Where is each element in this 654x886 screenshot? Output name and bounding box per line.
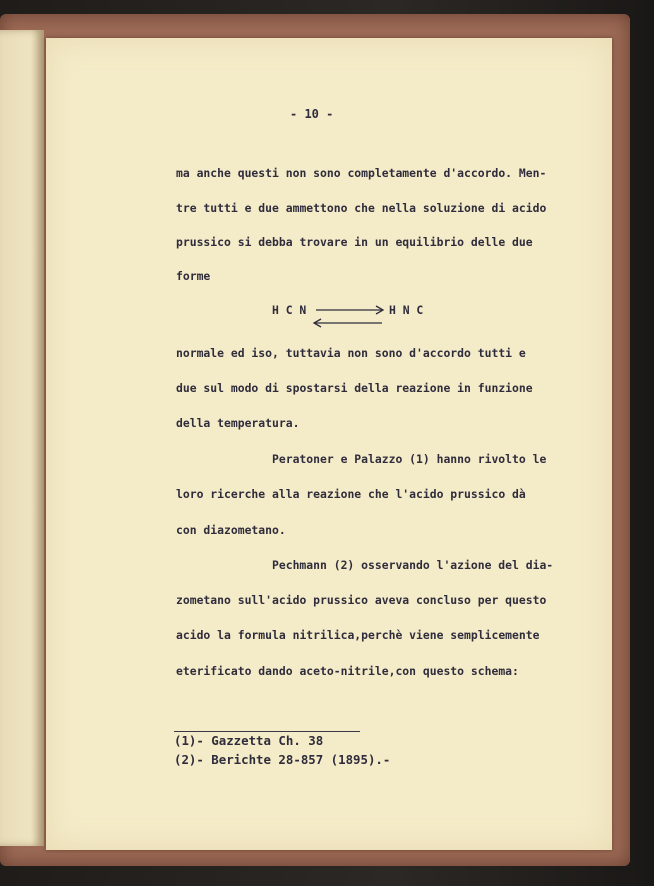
formula-left: H C N	[272, 303, 307, 317]
document-page	[46, 38, 612, 850]
text-line: due sul modo di spostarsi della reazione in funzione	[176, 381, 533, 395]
footnote: (2)- Berichte 28-857 (1895).-	[174, 752, 391, 767]
text-line: normale ed iso, tuttavia non sono d'accordo tutti e	[176, 346, 526, 360]
equilibrium-arrows-icon	[310, 300, 390, 330]
formula-right: H N C	[389, 303, 424, 317]
text-line: della temperatura.	[176, 416, 300, 430]
text-line: con diazometano.	[176, 523, 286, 537]
text-line: zometano sull'acido prussico aveva concluso per questo	[176, 593, 547, 607]
text-line: Pechmann (2) osservando l'azione del dia-	[272, 558, 554, 572]
text-line: loro ricerche alla reazione che l'acido prussico dà	[176, 487, 526, 501]
text-line: prussico si debba trovare in un equilibrio delle due	[176, 235, 533, 249]
footnote-divider	[174, 731, 360, 732]
text-line: Peratoner e Palazzo (1) hanno rivolto le	[272, 452, 547, 466]
text-line: forme	[176, 269, 211, 283]
text-line: acido la formula nitrilica,perchè viene semplicemente	[176, 628, 540, 642]
text-line: ma anche questi non sono completamente d'accordo. Men-	[176, 166, 547, 180]
left-page-edge	[0, 30, 44, 846]
page-number: - 10 -	[290, 107, 334, 121]
footnote: (1)- Gazzetta Ch. 38	[174, 733, 324, 748]
text-line: eterificato dando aceto-nitrile,con questo schema:	[176, 664, 519, 678]
text-line: tre tutti e due ammettono che nella soluzione di acido	[176, 201, 547, 215]
